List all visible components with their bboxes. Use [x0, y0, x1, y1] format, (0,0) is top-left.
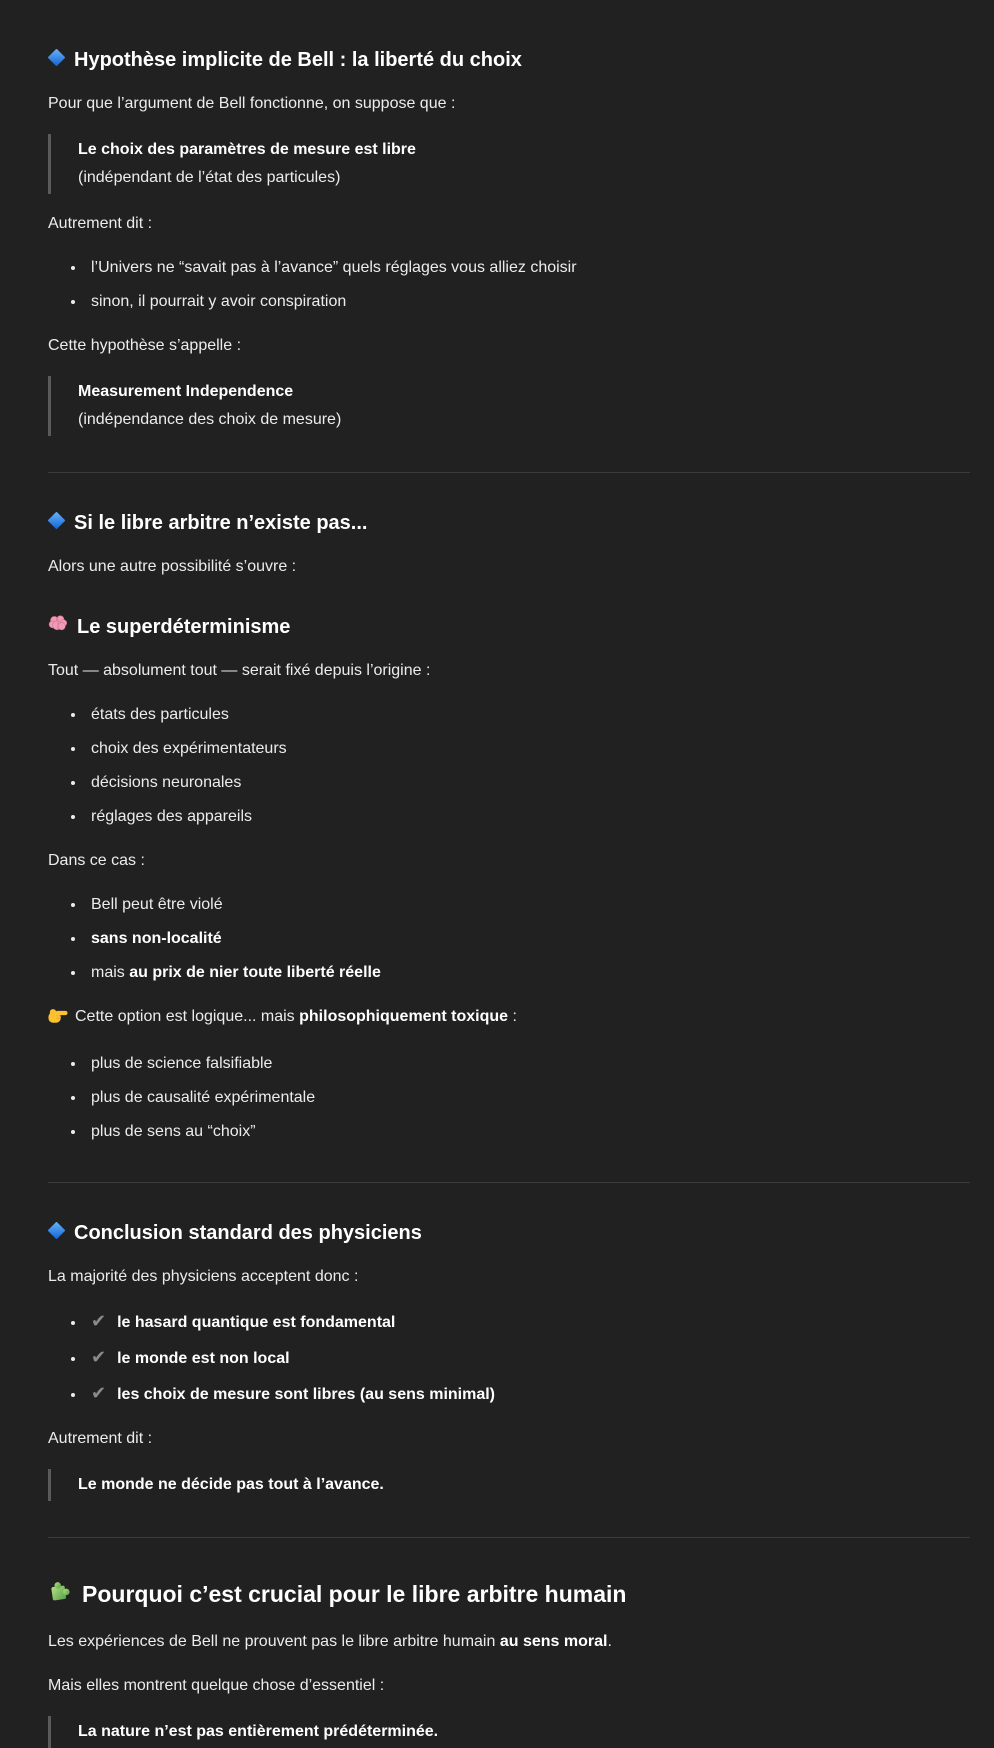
small-blue-diamond-icon: [48, 1219, 65, 1247]
list-item: [86, 1343, 970, 1373]
puzzle-piece-icon: [48, 1578, 71, 1610]
list-item: • plus de science falsifiable: [86, 1050, 970, 1078]
pointer-paragraph: [48, 1003, 970, 1034]
brain-icon: [48, 613, 68, 641]
list-item: [86, 1379, 970, 1409]
list-item: • décisions neuronales: [86, 769, 970, 797]
list-item-text: Bell peut être violé: [91, 896, 223, 913]
pointing-right-hand-icon: [48, 1006, 68, 1034]
blockquote-measurement-independence: [48, 376, 970, 436]
paragraph: Cette hypothèse s’appelle :: [48, 337, 242, 354]
list-item-bold: sans non-localité: [91, 930, 222, 947]
paragraph: La majorité des physiciens acceptent donc :: [48, 1268, 359, 1285]
paragraph-text: Les expériences de Bell ne prouvent pas le libre arbitre humain: [48, 1633, 500, 1650]
list-item: • réglages des appareils: [86, 803, 970, 831]
list-item-bold: le monde est non local: [117, 1350, 290, 1367]
blockquote-free-choice: [48, 134, 970, 194]
list-item-bold: au prix de nier toute liberté réelle: [129, 964, 381, 981]
heading-text: Hypothèse implicite de Bell : la liberté du choix: [74, 49, 522, 71]
pointer-pre: Cette option est logique... mais: [75, 1008, 300, 1025]
blockquote-main: La nature n’est pas entièrement prédéterminée.: [78, 1723, 439, 1740]
bullet-list-toxic: [48, 1050, 970, 1146]
list-item-text: mais: [91, 964, 130, 981]
blockquote-sub: (indépendant de l’état des particules): [78, 169, 341, 186]
pointer-bold: philosophiquement toxique: [299, 1008, 509, 1025]
paragraph-text: .: [607, 1633, 612, 1650]
bullet-list-fixed-things: [48, 701, 970, 831]
heading-text: Pourquoi c’est crucial pour le libre arbitre humain: [82, 1581, 627, 1607]
paragraph: Pour que l’argument de Bell fonctionne, on suppose que :: [48, 95, 456, 112]
blockquote-main: Le monde ne décide pas tout à l’avance.: [78, 1476, 384, 1493]
bullet-list-accepted: [48, 1307, 970, 1409]
check-mark-icon: ✔: [91, 1383, 107, 1403]
bullet-list-case: [48, 891, 970, 987]
heading-text: Le superdéterminisme: [77, 616, 291, 638]
paragraph: Dans ce cas :: [48, 852, 145, 869]
section-divider: [48, 472, 970, 473]
paragraph: Autrement dit :: [48, 1430, 153, 1447]
bullet-list-universe: [48, 254, 970, 316]
blockquote-sub: (indépendance des choix de mesure): [78, 411, 342, 428]
paragraph: Autrement dit :: [48, 215, 153, 232]
list-item: [86, 959, 970, 987]
check-mark-icon: ✔: [91, 1311, 107, 1331]
heading-text: Si le libre arbitre n’existe pas...: [74, 512, 368, 534]
list-item: • états des particules: [86, 701, 970, 729]
blockquote-nature: [48, 1716, 970, 1748]
paragraph-bold: au sens moral: [499, 1633, 608, 1650]
check-mark-icon: ✔: [91, 1347, 107, 1367]
paragraph: Mais elles montrent quelque chose d’essentiel :: [48, 1677, 385, 1694]
section-heading-no-free-will: [48, 509, 970, 537]
small-blue-diamond-icon: [48, 509, 65, 537]
section-heading-conclusion: [48, 1219, 970, 1247]
list-item: • sinon, il pourrait y avoir conspiration: [86, 288, 970, 316]
list-item: [86, 891, 970, 919]
blockquote-main: Measurement Independence: [78, 383, 294, 400]
list-item: • plus de causalité expérimentale: [86, 1084, 970, 1112]
heading-text: Conclusion standard des physiciens: [74, 1222, 422, 1244]
paragraph: Tout — absolument tout — serait fixé depuis l’origine :: [48, 662, 431, 679]
list-item-bold: le hasard quantique est fondamental: [117, 1314, 396, 1331]
pointer-post: :: [508, 1008, 517, 1025]
section-divider: [48, 1182, 970, 1183]
list-item-bold: les choix de mesure sont libres (au sens minimal): [117, 1386, 495, 1403]
paragraph: Alors une autre possibilité s’ouvre :: [48, 558, 297, 575]
list-item: • choix des expérimentateurs: [86, 735, 970, 763]
list-item: • l’Univers ne “savait pas à l’avance” quels réglages vous alliez choisir: [86, 254, 970, 282]
list-item: [86, 925, 970, 953]
list-item: [86, 1307, 970, 1337]
paragraph: [48, 1628, 970, 1656]
blockquote-main: Le choix des paramètres de mesure est libre: [78, 141, 416, 158]
section-heading-bell-assumption: [48, 46, 970, 74]
section-heading-crucial: [48, 1578, 970, 1610]
section-divider: [48, 1537, 970, 1538]
section-heading-superdeterminism: [48, 613, 970, 641]
blockquote-world-decides: [48, 1469, 970, 1501]
list-item: • plus de sens au “choix”: [86, 1118, 970, 1146]
small-blue-diamond-icon: [48, 46, 65, 74]
